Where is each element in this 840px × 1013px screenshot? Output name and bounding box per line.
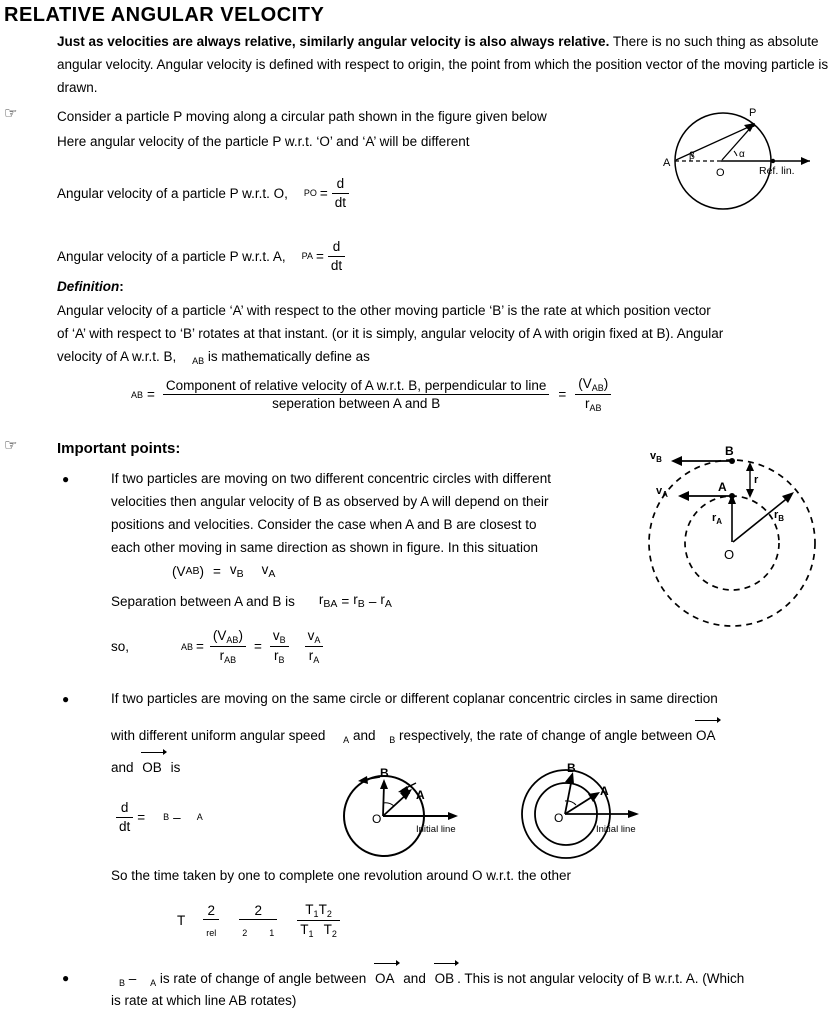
pointing-hand-icon: ☞ — [4, 105, 18, 122]
point-1-line-2: velocities then angular velocity of B as observed by A will depend on their — [111, 494, 549, 509]
ra-term: $r_A$ — [380, 592, 392, 610]
vb-term: $v_B$ — [229, 562, 244, 580]
fraction-denominator: dt — [330, 257, 343, 273]
equals-sign: = — [147, 387, 155, 403]
numerator: $T_1T_2$ — [297, 902, 340, 921]
t1t2-over-t1-t2-fraction — [297, 902, 340, 940]
definition-heading-text: Definition — [57, 279, 120, 294]
intro-rest: There is no such thing as absolute angular velocity. Angular velocity is defined with respect to origin, the point from which the position vector of the moving particle is drawn. — [57, 34, 829, 95]
denominator: $r_B$ — [273, 648, 285, 666]
point-2-line-2a: with different uniform angular speed — [111, 728, 326, 743]
separation-equation — [111, 592, 392, 610]
two-pi-over-omega-rel-fraction — [203, 903, 219, 939]
vector-oa: OA — [375, 966, 395, 990]
denominator: rel — [206, 928, 217, 939]
definition-colon: : — [119, 279, 124, 294]
consider-line-2: Here angular velocity of the particle P w.r.t. ‘O’ and ‘A’ will be different — [57, 134, 470, 149]
vector-oa: OA — [696, 723, 716, 747]
vab-rab-fraction — [210, 628, 246, 666]
omega-po-subscript: PO — [303, 188, 317, 199]
period-formula — [177, 902, 340, 940]
omega-b-subscript: B — [389, 735, 396, 745]
equals-sign: = — [319, 185, 328, 201]
label-B: B — [567, 761, 576, 775]
point-3-text-c: . This is not angular velocity of B w.r.t. A. (Which — [457, 971, 745, 986]
omega-a-subscript: A — [343, 735, 350, 745]
point-2-and: and — [352, 728, 376, 743]
label-rB: $r_B$ — [774, 509, 785, 523]
point-1-line-4: each other moving in same direction as shown in figure. In this situation — [111, 540, 538, 555]
formula-po-label: Angular velocity of a particle P w.r.t. O, — [57, 185, 288, 201]
figure-single-circle-ab — [336, 766, 496, 856]
va-ra-fraction — [305, 628, 324, 666]
equals-sign: = — [137, 809, 146, 825]
va-term: $v_A$ — [261, 562, 276, 580]
omega-ab-subscript: AB — [192, 356, 205, 366]
vab-numerator: $(V_{AB})$ — [575, 376, 611, 395]
denominator: $_2$ $_1$ — [242, 928, 275, 939]
numerator: 2 — [203, 903, 219, 921]
minus-sign: – — [173, 809, 181, 825]
fraction-numerator: d — [328, 239, 345, 257]
point-2-line-3a: and — [111, 760, 134, 775]
equals-sign: = — [315, 248, 324, 264]
equals-sign: = — [341, 593, 350, 609]
main-fraction-denominator: seperation between A and B — [272, 396, 441, 412]
label-initial-line: Initial line — [596, 824, 636, 835]
point-3-and: and — [403, 971, 426, 986]
label-A: A — [600, 784, 609, 798]
figure-concentric-circles-ab — [628, 443, 840, 618]
label-O: O — [372, 812, 382, 826]
rb-term: $r_B$ — [353, 592, 365, 610]
equals-sign: = — [213, 563, 221, 579]
label-O: O — [554, 811, 564, 825]
point-2-line-3b: is — [170, 760, 181, 775]
label-O: O — [724, 547, 735, 562]
omega-ab-subscript: AB — [131, 389, 144, 400]
dtheta-dt-fraction — [116, 800, 133, 834]
label-ref-line: Ref. lin. — [759, 165, 795, 177]
rab-denominator: $r_{AB}$ — [585, 396, 602, 414]
main-formula-omega-ab — [131, 376, 611, 414]
omega-ab-subscript: AB — [181, 641, 194, 652]
denominator: $T_1$ $T_2$ — [300, 922, 337, 940]
vab-open: (V — [172, 563, 186, 579]
time-taken-text: So the time taken by one to complete one revolution around O w.r.t. the other — [111, 868, 572, 883]
vb-rb-fraction — [270, 628, 289, 666]
numerator: $v_A$ — [305, 628, 324, 647]
label-alpha: α — [739, 149, 745, 160]
vab-equation — [172, 562, 275, 580]
equals-sign: = — [196, 639, 204, 655]
main-fraction — [163, 378, 549, 412]
definition-body-line-2: of ‘A’ with respect to ‘B’ rotates at that instant. (or it is simply, angular velocity of A with origin fixed at B). Angular — [57, 326, 724, 341]
point-3-text-a: is rate of change of angle between — [159, 971, 367, 986]
two-pi-over-omega-diff-fraction — [239, 903, 277, 939]
rba-term: $r_{BA}$ — [318, 592, 338, 610]
point-2-line-3 — [111, 755, 180, 779]
fraction-d-dt — [332, 176, 349, 210]
consider-line-1: Consider a particle P moving along a circular path shown in the figure given below — [57, 109, 547, 124]
omega-pa-subscript: PA — [301, 251, 313, 262]
point-2-line-2c: respectively, the rate of change of angle between — [399, 728, 693, 743]
so-label: so, — [111, 639, 130, 655]
period-T: T — [177, 913, 186, 929]
definition-body-line-3 — [57, 345, 557, 373]
equals-sign-2: = — [253, 639, 262, 655]
separation-text: Separation between A and B is — [111, 593, 295, 609]
dtheta-dt-formula — [116, 800, 203, 834]
point-1-line-3: positions and velocities. Consider the case when A and B are closest to — [111, 517, 537, 532]
omega-a-subscript: A — [150, 978, 157, 988]
point-2-line-1: If two particles are moving on the same circle or different coplanar concentric circles in same direction — [111, 691, 718, 706]
important-points-heading: Important points: — [57, 440, 181, 457]
equals-sign-2: = — [558, 387, 567, 403]
formula-pa-label: Angular velocity of a particle P w.r.t. A, — [57, 248, 286, 264]
label-vB: $v_B$ — [650, 450, 662, 464]
label-P: P — [749, 107, 757, 119]
point-2-line-2 — [111, 723, 840, 752]
pointing-hand-icon-2: ☞ — [4, 437, 18, 454]
label-vA: $v_A$ — [656, 485, 668, 499]
bullet-dot-3: ● — [62, 971, 70, 985]
figure-circle-particle-p — [645, 104, 840, 214]
fraction-d-dt — [328, 239, 345, 273]
main-fraction-numerator: Component of relative velocity of A w.r.t. B, perpendicular to line — [163, 378, 549, 396]
omega-ab-expanded-equation — [111, 628, 323, 666]
omega-a-subscript: A — [196, 812, 203, 823]
definition-body-3a: velocity of A w.r.t. B, — [57, 349, 177, 364]
label-A: A — [718, 480, 727, 494]
label-A: A — [663, 157, 671, 169]
omega-b-subscript: B — [163, 812, 170, 823]
definition-body-line-1: Angular velocity of a particle ‘A’ with respect to the other moving particle ‘B’ is the rate at which position vector — [57, 303, 711, 318]
denominator: $r_A$ — [308, 648, 320, 666]
vab-over-rab-fraction — [575, 376, 611, 414]
fraction-denominator: dt — [334, 194, 347, 210]
denominator: $r_{AB}$ — [219, 648, 237, 666]
definition-heading — [57, 275, 124, 298]
vab-close: ) — [199, 563, 205, 579]
minus-sign: – — [368, 593, 377, 609]
numerator: $(V_{AB})$ — [210, 628, 246, 647]
minus-sign: – — [128, 971, 137, 986]
bullet-dot-1: ● — [62, 472, 70, 486]
vector-ob: OB — [142, 755, 162, 779]
label-B: B — [725, 444, 734, 458]
intro-bold-lead: Just as velocities are always relative, similarly angular velocity is also always relative. — [57, 34, 610, 49]
omega-b-subscript: B — [119, 978, 126, 988]
definition-body-3b: is mathematically define as — [207, 349, 370, 364]
label-beta: β — [689, 151, 695, 162]
vab-sub: AB — [185, 565, 200, 577]
numerator: d — [116, 800, 133, 818]
formula-omega-po — [57, 176, 349, 210]
label-initial-line: Initial line — [416, 824, 456, 835]
fraction-numerator: d — [332, 176, 349, 194]
intro-paragraph — [57, 30, 840, 99]
label-r: r — [754, 474, 759, 486]
figure-double-circle-ab — [514, 762, 679, 857]
numerator: 2 — [239, 903, 277, 921]
point-3-line-2: is rate at which line AB rotates) — [111, 993, 297, 1008]
numerator: $v_B$ — [270, 628, 289, 647]
denominator: dt — [119, 818, 131, 834]
label-A: A — [416, 788, 425, 802]
formula-omega-pa — [57, 239, 345, 273]
label-B: B — [380, 766, 389, 780]
vector-ob: OB — [435, 966, 455, 990]
point-1-line-1: If two particles are moving on two different concentric circles with different — [111, 471, 551, 486]
label-O: O — [716, 167, 725, 179]
label-rA: $r_A$ — [712, 512, 723, 526]
page-title: RELATIVE ANGULAR VELOCITY — [4, 4, 325, 26]
bullet-dot-2: ● — [62, 692, 70, 706]
